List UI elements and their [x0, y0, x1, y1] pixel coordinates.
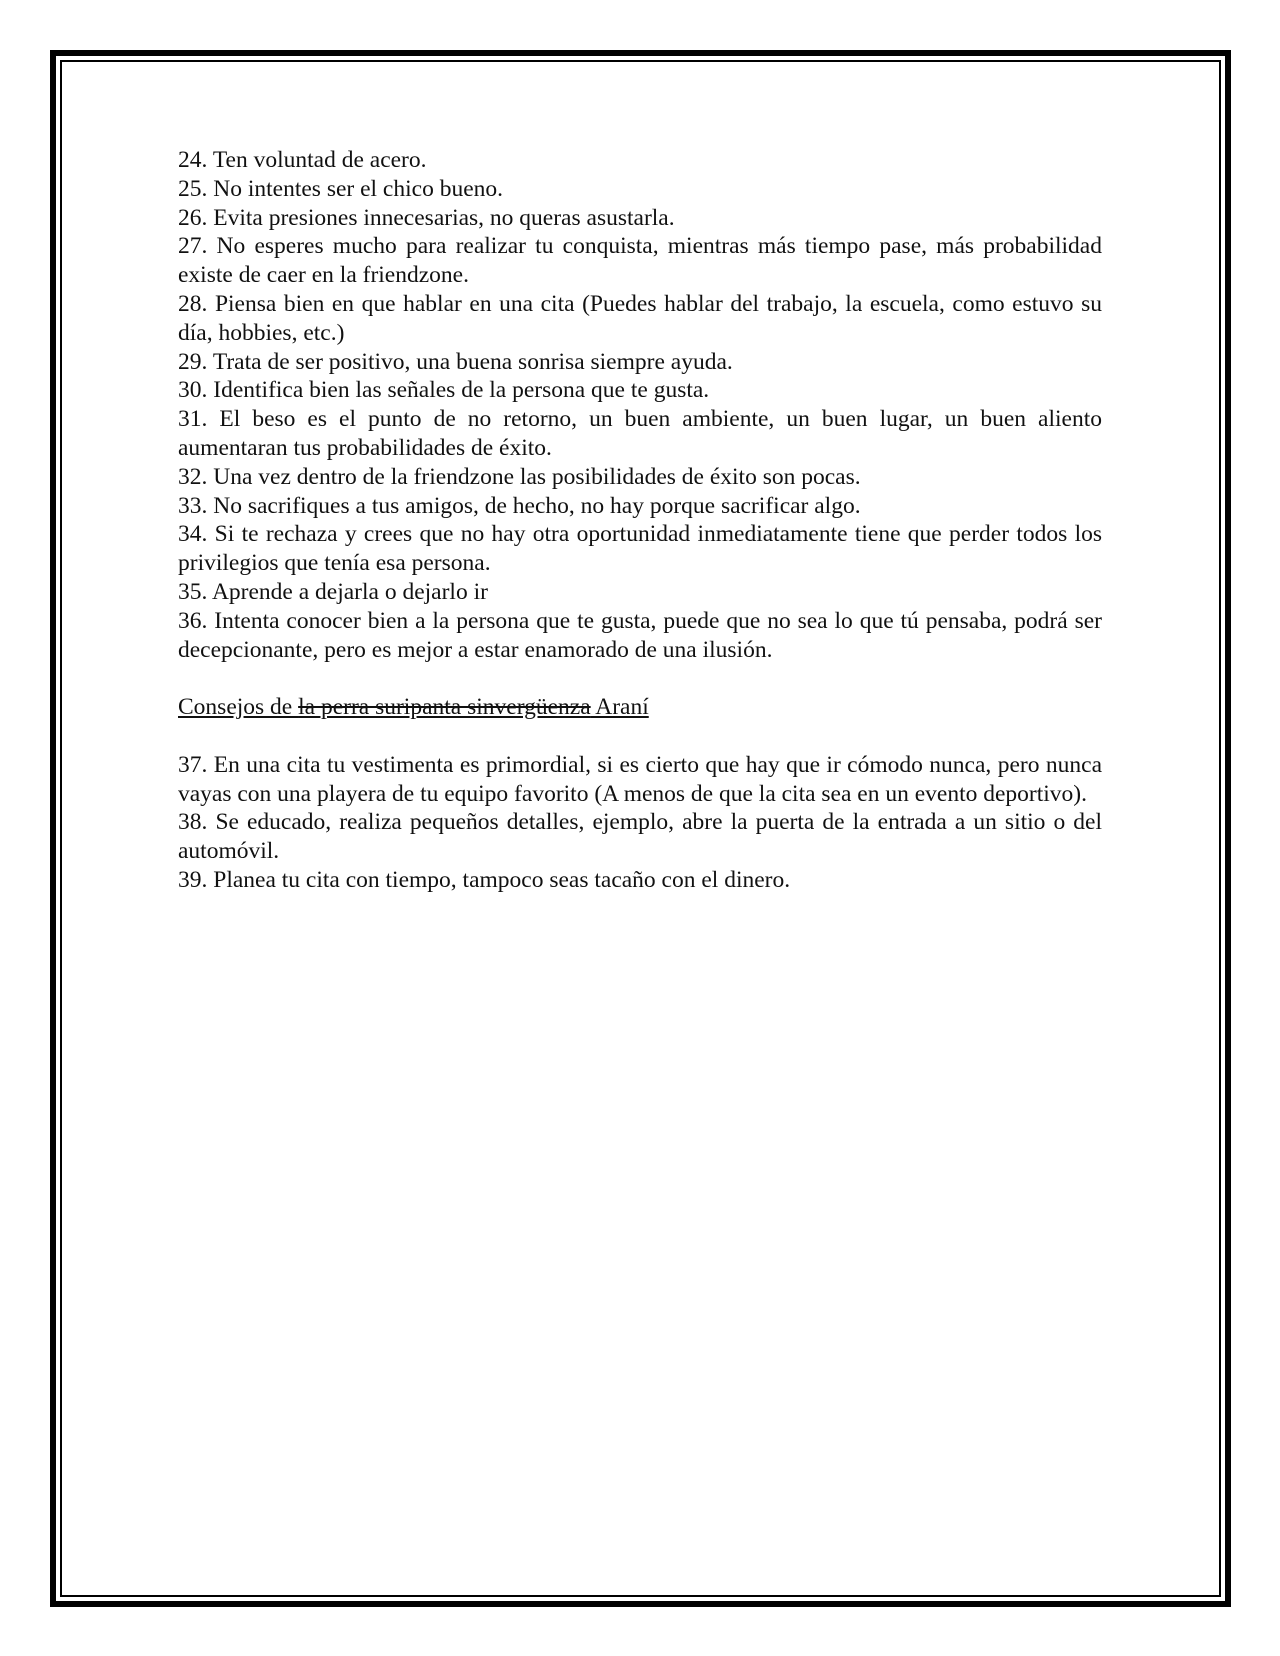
list-item: 24. Ten voluntad de acero.: [178, 147, 427, 173]
list-item: 32. Una vez dentro de la friendzone las posibilidades de éxito son pocas.: [178, 463, 861, 490]
list-item: 25. No intentes ser el chico bueno.: [178, 175, 503, 202]
spacer: [178, 664, 1102, 693]
list-item: 26. Evita presiones innecesarias, no queras asustarla.: [178, 204, 675, 231]
list-item: 35. Aprende a dejarla o dejarlo ir: [178, 578, 488, 605]
heading-prefix: Consejos de: [178, 694, 299, 721]
list-item: 39. Planea tu cita con tiempo, tampoco seas tacaño con el dinero.: [178, 866, 791, 893]
document-body: [178, 146, 1102, 895]
list-item: 27. No esperes mucho para realizar tu conquista, mientras más tiempo pase, más probabilidad existe de caer en la friendzone.: [178, 233, 1102, 289]
list-item: 38. Se educado, realiza pequeños detalles, ejemplo, abre la puerta de la entrada a un sitio o del automóvil.: [178, 809, 1102, 865]
list-item: 31. El beso es el punto de no retorno, un buen ambiente, un buen lugar, un buen aliento aumentaran tus probabilidades de éxito.: [178, 406, 1102, 461]
list-item: 36. Intenta conocer bien a la persona que te gusta, puede que no sea lo que tú pensaba, podrá ser decepcionante, pero es mejor a estar enamorado de una ilusión.: [178, 607, 1102, 663]
list-item: 29. Trata de ser positivo, una buena sonrisa siempre ayuda.: [178, 348, 733, 375]
list-item: 30. Identifica bien las señales de la persona que te gusta.: [178, 377, 710, 404]
heading-suffix: Araní: [590, 694, 649, 721]
spacer: [178, 722, 1102, 751]
list-item: 33. No sacrifiques a tus amigos, de hecho, no hay porque sacrificar algo.: [178, 492, 861, 519]
list-item: 34. Si te rechaza y crees que no hay otra oportunidad inmediatamente tiene que perder todos los privilegios que tenía esa persona.: [178, 521, 1102, 577]
list-item: 28. Piensa bien en que hablar en una cita (Puedes hablar del trabajo, la escuela, como estuvo su día, hobbies, etc.): [178, 290, 1102, 346]
section-heading: [178, 693, 1102, 722]
list-item: 37. En una cita tu vestimenta es primordial, si es cierto que hay que ir cómodo nunca, pero nunca vayas con una playera de tu equipo favorito (A menos de que la cita sea en un evento deportivo).: [178, 751, 1102, 807]
heading-struck-text: la perra suripanta sinvergüenza: [298, 694, 591, 721]
